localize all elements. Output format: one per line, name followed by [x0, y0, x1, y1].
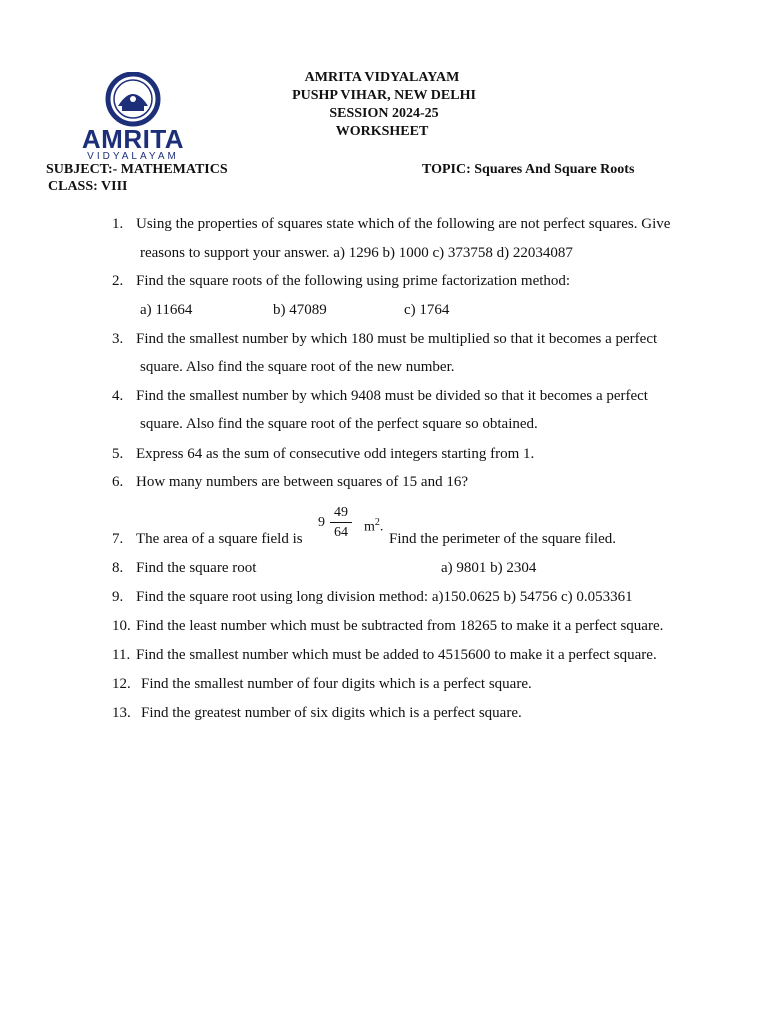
question-8-options: a) 9801 b) 2304	[441, 560, 537, 576]
question-number: 4.	[112, 388, 124, 404]
question-text: Find the greatest number of six digits which is a perfect square.	[141, 705, 522, 721]
question-text: Find the smallest number by which 180 must be multiplied so that it becomes a perfect	[136, 331, 658, 347]
question-2	[112, 272, 732, 290]
question-number: 1.	[112, 216, 124, 232]
question-text: How many numbers are between squares of 15 and 16?	[136, 474, 468, 490]
question-7-continued: Find the perimeter of the square filed.	[389, 531, 617, 547]
topic-label: TOPIC: Squares And Square Roots	[422, 162, 635, 177]
question-number: 3.	[112, 331, 124, 347]
fraction-numerator: 49	[334, 505, 348, 520]
question-text: Find the square roots of the following using prime factorization method:	[136, 273, 571, 289]
fraction-denominator: 64	[334, 525, 348, 540]
question-text: Find the square root	[136, 560, 257, 576]
unit-symbol: m	[364, 519, 375, 535]
question-number: 12.	[112, 676, 131, 692]
question-number: 11.	[112, 647, 131, 663]
question-text: Find the least number which must be subtracted from 18265 to make it a perfect square.	[136, 618, 664, 634]
unit-period: .	[379, 519, 384, 535]
option-c: c) 1764	[404, 302, 450, 318]
fraction-whole: 9	[318, 515, 325, 530]
question-3-continued: square. Also find the square root of the new number.	[140, 359, 455, 375]
question-1	[112, 215, 732, 233]
question-text: Using the properties of squares state which of the following are not perfect squares. Give	[136, 216, 671, 232]
logo-subtitle: VIDYALAYAM	[87, 151, 179, 162]
question-6	[112, 473, 732, 491]
question-number: 6.	[112, 474, 124, 490]
question-text: Find the smallest number of four digits which is a perfect square.	[141, 676, 532, 692]
question-number: 9.	[112, 589, 124, 605]
question-text: Find the square root using long division method: a)150.0625 b) 54756 c) 0.053361	[136, 589, 633, 605]
question-text: Find the smallest number which must be added to 4515600 to make it a perfect square.	[136, 647, 657, 663]
question-number: 10.	[112, 618, 131, 634]
question-text: The area of a square field is	[136, 531, 303, 547]
option-b: b) 47089	[273, 302, 327, 318]
question-8	[112, 559, 732, 577]
question-number: 8.	[112, 560, 124, 576]
question-number: 13.	[112, 705, 131, 721]
worksheet-title: WORKSHEET	[335, 124, 429, 139]
class-label: CLASS: VIII	[48, 179, 128, 194]
question-4	[112, 387, 732, 405]
question-9	[112, 588, 732, 606]
option-a: a) 11664	[140, 302, 193, 318]
question-number: 7.	[112, 531, 124, 547]
question-number: 2.	[112, 273, 124, 289]
area-fraction	[318, 505, 388, 545]
logo-wordmark: AMRITA	[81, 124, 185, 154]
fraction-bar	[330, 522, 352, 523]
session-label: SESSION 2024-25	[329, 106, 439, 121]
subject-label: SUBJECT:- MATHEMATICS	[46, 162, 228, 177]
question-1-continued: reasons to support your answer. a) 1296 b) 1000 c) 373758 d) 22034087	[140, 245, 573, 261]
question-5	[112, 445, 732, 463]
school-address: PUSHP VIHAR, NEW DELHI	[292, 88, 476, 103]
question-12	[112, 675, 732, 693]
unit-exponent: 2	[374, 517, 380, 528]
question-10	[112, 617, 732, 635]
area-unit	[364, 515, 383, 536]
question-text: Express 64 as the sum of consecutive odd integers starting from 1.	[136, 446, 535, 462]
question-text: Find the smallest number by which 9408 must be divided so that it becomes a perfect	[136, 388, 648, 404]
question-3	[112, 330, 732, 348]
question-13	[112, 704, 732, 722]
school-name: AMRITA VIDYALAYAM	[304, 70, 460, 85]
question-11	[112, 646, 732, 664]
question-number: 5.	[112, 446, 124, 462]
question-4-continued: square. Also find the square root of the perfect square so obtained.	[140, 416, 538, 432]
